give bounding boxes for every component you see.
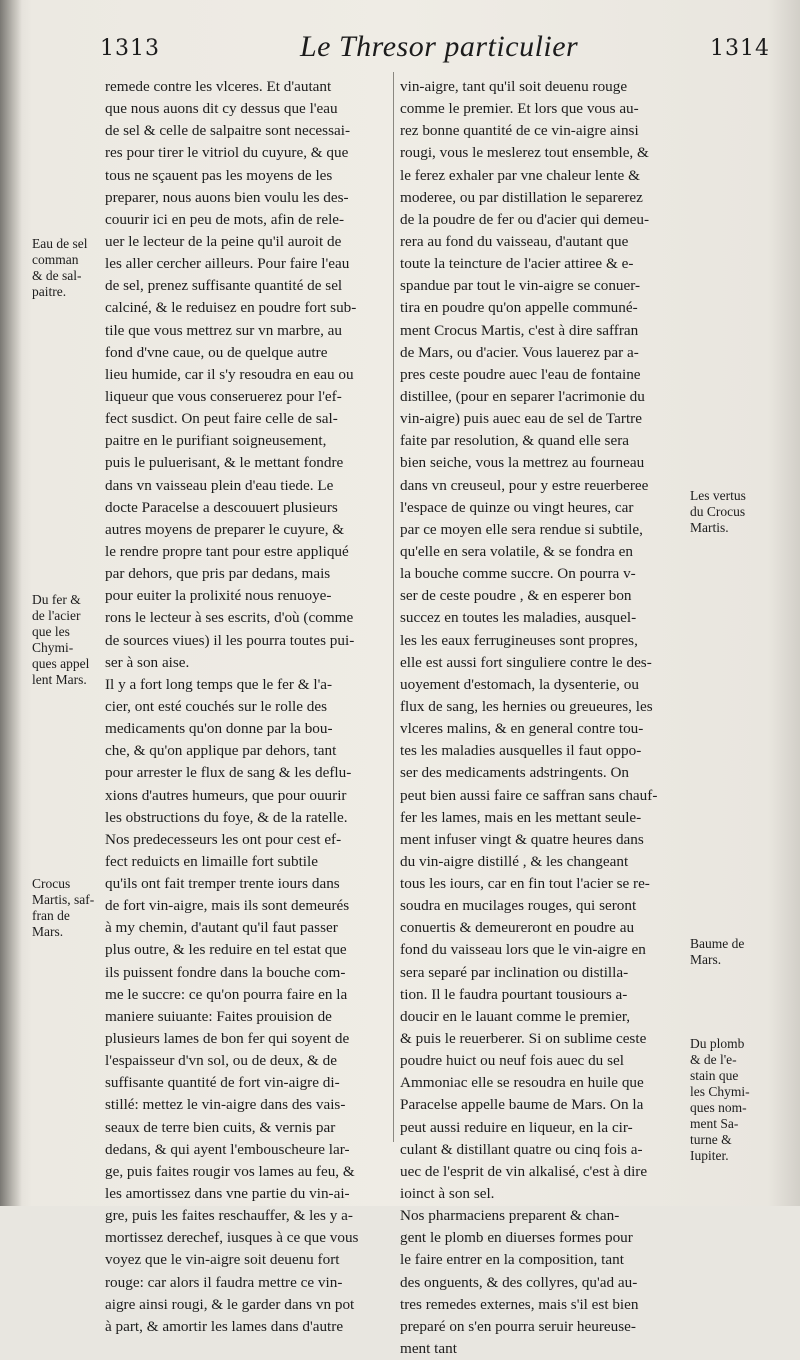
left-column-line: ge, puis faites rougir vos lames au feu, & [105, 1162, 355, 1180]
margin-note-line: Martis. [690, 520, 729, 535]
left-column-line: voyez que le vin-aigre soit deuenu fort [105, 1251, 340, 1269]
left-column-line: mortissez derechef, iusques à ce que vous [105, 1229, 359, 1247]
right-column-line: ser des medicaments adstringents. On [400, 764, 630, 782]
margin-note-line: & de sal- [32, 268, 82, 283]
left-column-line: le rendre propre tant pour estre appliqué [105, 542, 349, 560]
margin-note-line: ment Sa- [690, 1116, 739, 1131]
right-column-line: moderee, ou par distillation le separerez [400, 188, 643, 206]
right-column-line: de la poudre de fer ou d'acier qui demeu- [400, 210, 649, 228]
right-column-line: ser de ceste poudre , & en esperer bon [400, 587, 632, 605]
right-column-line: pres ceste poudre auec l'eau de fontaine [400, 365, 641, 383]
right-column-line: comme le premier. Et lors que vous au- [400, 100, 639, 118]
left-column-line: de fort vin-aigre, mais ils sont demeurés [105, 897, 350, 915]
page-number-left: 1313 [100, 36, 160, 61]
right-column-line: les les eaux ferrugineuses sont propres, [400, 631, 638, 649]
left-column-line: qu'ils ont fait tremper trente iours dans [105, 875, 340, 893]
right-column-line: tous les iours, car en fin tout l'acier se re- [400, 875, 650, 893]
left-column-line: dedans, & qui ayent l'embouscheure lar- [105, 1140, 350, 1158]
margin-note-baume-de-mars [690, 936, 744, 968]
right-column-line: le faire entrer en la composition, tant [400, 1251, 624, 1269]
page-header [0, 30, 800, 74]
left-column-line: rons le lecteur à ses escrits, d'où (comme [105, 609, 354, 627]
right-column-line: bien seiche, vous la mettrez au fourneau [400, 454, 645, 472]
left-column-line: ser à son aise. [105, 653, 190, 671]
left-column-line: lieu humide, car il s'y resoudra en eau ou [105, 365, 354, 383]
left-column-line: plus outre, & les reduire en tel estat que [105, 941, 347, 959]
running-head: Le Thresor particulier [300, 30, 579, 63]
left-column-line: de sel & celle de salpaitre sont necessai- [105, 122, 351, 140]
margin-note-line: Du plomb [690, 1036, 745, 1051]
page-number-right: 1314 [710, 36, 770, 61]
left-column-line: fect susdict. On peut faire celle de sal- [105, 410, 338, 428]
right-column-line: qu'elle en sera volatile, & se fondra en [400, 542, 633, 560]
right-column-line: rougi, vous le meslerez tout ensemble, & [400, 144, 649, 162]
left-column-line: suffisante quantité de fort vin-aigre di- [105, 1074, 340, 1092]
left-column-line: me le succre: ce qu'on pourra faire en la [105, 985, 348, 1003]
left-column-line: fect reduicts en limaille fort subtile [105, 852, 318, 870]
right-column-line: & puis le reuerberer. Si on sublime ceste [400, 1030, 647, 1048]
left-column-line: les aller cercher ailleurs. Pour faire l'eau [105, 255, 350, 273]
margin-note-line: les Chymi- [690, 1084, 750, 1099]
right-column-line: uoyement d'estomach, la dysenterie, ou [400, 675, 639, 693]
left-column-line: puis le puluerisant, & le mettant fondre [105, 454, 344, 472]
left-column-line: couurir ici en peu de mots, afin de rele- [105, 210, 345, 228]
left-column-line: che, & qu'on applique par dehors, tant [105, 742, 337, 760]
left-column-line: de sources viues) il les pourra toutes pui- [105, 631, 355, 649]
margin-note-line: fran de [32, 908, 70, 923]
margin-note-eau-de-sel [32, 236, 87, 300]
left-column-line: Il y a fort long temps que le fer & l'a- [105, 675, 333, 693]
right-column-line: fond du vaisseau lors que le vin-aigre en [400, 941, 646, 959]
margin-note-line: Mars. [32, 924, 64, 939]
margin-note-plomb [690, 1036, 750, 1164]
column-divider [393, 72, 394, 1142]
left-column-line: medicaments qu'on donne par la bou- [105, 720, 333, 738]
left-column-line: par dehors, que pris par dedans, mais [105, 565, 331, 583]
right-column-line: par ce moyen elle sera rendue si subtile, [400, 520, 643, 538]
margin-note-line: & de l'e- [690, 1052, 737, 1067]
right-column-line: toute la teincture de l'acier attiree & e- [400, 255, 634, 273]
margin-note-line: paitre. [32, 284, 67, 299]
left-column-line: seaux de terre bien cuits, & vernis par [105, 1118, 336, 1136]
right-column-line: rez bonne quantité de ce vin-aigre ainsi [400, 122, 639, 140]
margin-note-vertus-crocus [690, 488, 746, 536]
left-column-line: Nos predecesseurs les ont pour cest ef- [105, 830, 342, 848]
right-column-line: sera separé par inclination ou distilla- [400, 963, 629, 981]
right-column-line: tion. Il le faudra pourtant tousiours a- [400, 985, 628, 1003]
right-column-line: peut aussi reduire en liqueur, en la cir- [400, 1118, 633, 1136]
left-column-line: dans vn vaisseau plein d'eau tiede. Le [105, 476, 334, 494]
right-column-line: Ammoniac elle se resoudra en huile que [400, 1074, 644, 1092]
right-column-line: preparé on s'en pourra seruir heureuse- [400, 1317, 636, 1335]
right-column-line: flux de sang, les hernies ou greueures, les [400, 697, 653, 715]
margin-note-line: que les [32, 624, 70, 639]
right-column-line: succez en toutes les maladies, ausquel- [400, 609, 637, 627]
right-column-line: elle est aussi fort singuliere contre le des- [400, 653, 652, 671]
margin-note-line: turne & [690, 1132, 732, 1147]
left-column-line: paitre en le purifiant soigneusement, [105, 432, 327, 450]
left-column-line: uer le lecteur de la peine qu'il auroit de [105, 232, 342, 250]
margin-note-line: comman [32, 252, 79, 267]
left-column-line: tous ne sçauent pas les moyens de les [105, 166, 333, 184]
right-column-line: le ferez exhaler par vne chaleur lente & [400, 166, 640, 184]
right-column-line: doucir en le lauant comme le premier, [400, 1007, 631, 1025]
left-column-line: que nous auons dit cy dessus que l'eau [105, 100, 338, 118]
left-column-line: à part, & amortir les lames dans d'autre [105, 1317, 344, 1335]
right-column-line: Nos pharmaciens preparent & chan- [400, 1207, 620, 1225]
left-column-line: remede contre les vlceres. Et d'autant [105, 78, 332, 95]
right-column-line: peut bien aussi faire ce saffran sans chauf- [400, 786, 658, 804]
right-column-line: culant & distillant quatre ou cinq fois a- [400, 1140, 643, 1158]
right-column-line: tira en poudre qu'on appelle communé- [400, 299, 638, 317]
left-column-line: à my chemin, d'autant qu'il faut passer [105, 919, 338, 937]
margin-note-line: de l'acier [32, 608, 81, 623]
right-column-line: ment tant [400, 1340, 457, 1358]
margin-note-line: du Crocus [690, 504, 746, 519]
margin-note-line: Les vertus [690, 488, 746, 503]
left-column-line: xions d'autres humeurs, que pour ouurir [105, 786, 347, 804]
right-column-line: l'espace de quinze ou vingt heures, car [400, 498, 634, 516]
margin-note-line: Iupiter. [690, 1148, 729, 1163]
left-column-line: de sel, prenez suffisante quantité de sel [105, 277, 343, 295]
left-column-line: liqueur que vous conseruerez pour l'ef- [105, 387, 342, 405]
right-column-line: fer les lames, mais en les mettant seule- [400, 808, 642, 826]
right-column-line: uec de l'esprit de vin alkalisé, c'est à dire [400, 1162, 648, 1180]
text-column-right [400, 76, 685, 1360]
left-column-line: autres moyens de preparer le cuyure, & [105, 520, 345, 538]
page-gutter-shadow [0, 0, 22, 1206]
left-column-line: pour euiter la prolixité nous renuoye- [105, 587, 332, 605]
margin-note-line: stain que [690, 1068, 739, 1083]
right-column-line: ioinct à son sel. [400, 1185, 495, 1203]
right-column-line: distillee, (pour en separer l'acrimonie du [400, 387, 645, 405]
right-column-line: gent le plomb en diuerses formes pour [400, 1229, 633, 1247]
text-column-left [105, 76, 388, 1338]
right-column-line: tres remedes externes, mais s'il est bien [400, 1295, 639, 1313]
left-column-line: cier, ont esté couchés sur le rolle des [105, 697, 328, 715]
right-column-line: vin-aigre, tant qu'il soit deuenu rouge [400, 78, 628, 95]
left-column-line: docte Paracelse a descouuert plusieurs [105, 498, 338, 516]
right-column-line: vin-aigre) puis auec eau de sel de Tartre [400, 410, 642, 428]
right-column-line: ment Crocus Martis, c'est à dire saffran [400, 321, 639, 339]
left-column-line: aigre ainsi rougi, & le garder dans vn pot [105, 1295, 355, 1313]
left-column-line: fond d'vne caue, ou de quelque autre [105, 343, 328, 361]
margin-note-du-fer [32, 592, 89, 688]
left-column-line: les amortissez dans vne partie du vin-ai- [105, 1185, 350, 1203]
right-column-line: spandue par tout le vin-aigre se conuer- [400, 277, 641, 295]
right-column-line: du vin-aigre distillé , & les changeant [400, 852, 629, 870]
margin-note-line: Crocus [32, 876, 71, 891]
right-column-line: des onguents, & des collyres, qu'ad au- [400, 1273, 638, 1291]
right-column-line: poudre huict ou neuf fois auec du sel [400, 1052, 624, 1070]
right-column-line: dans vn creuseul, pour y estre reuerberee [400, 476, 649, 494]
left-column-line: l'espaisseur d'vn sol, ou de deux, & de [105, 1052, 337, 1070]
left-column-line: ils puissent fondre dans la bouche com- [105, 963, 346, 981]
left-column-line: maniere suiuante: Faites prouision de [105, 1007, 332, 1025]
right-column-line: soudra en mucilages rouges, qui seront [400, 897, 637, 915]
margin-note-line: ques nom- [690, 1100, 747, 1115]
margin-note-crocus-martis [32, 876, 94, 940]
right-column-line: de Mars, ou d'acier. Vous lauerez par a- [400, 343, 639, 361]
left-column-line: les obstructions du foye, & de la ratelle. [105, 808, 348, 826]
margin-note-line: ques appel [32, 656, 90, 671]
right-column-line: tes les maladies ausquelles il faut oppo- [400, 742, 642, 760]
left-column-line: calciné, & le reduisez en poudre fort sub- [105, 299, 357, 317]
margin-note-line: Chymi- [32, 640, 74, 655]
margin-note-line: Eau de sel [32, 236, 88, 251]
right-column-line: faite par resolution, & quand elle sera [400, 432, 629, 450]
margin-note-line: Martis, saf- [32, 892, 95, 907]
left-column-line: res pour tirer le vitriol du cuyure, & que [105, 144, 349, 162]
left-column-line: preparer, nous auons bien voulu les des- [105, 188, 349, 206]
left-column-line: pour arrester le flux de sang & les deflu- [105, 764, 352, 782]
right-column-line: vlceres malins, & en general contre tou- [400, 720, 644, 738]
right-column-line: la bouche comme succre. On pourra v- [400, 565, 636, 583]
margin-note-line: lent Mars. [32, 672, 87, 687]
left-column-line: plusieurs lames de bon fer qui soyent de [105, 1030, 350, 1048]
margin-note-line: Baume de [690, 936, 745, 951]
left-column-line: stillé: mettez le vin-aigre dans des vais- [105, 1096, 346, 1114]
margin-note-line: Mars. [690, 952, 722, 967]
right-column-line: rera au fond du vaisseau, d'autant que [400, 232, 629, 250]
margin-note-line: Du fer & [32, 592, 81, 607]
left-column-line: tile que vous mettrez sur vn marbre, au [105, 321, 343, 339]
right-column-line: conuertis & demeureront en poudre au [400, 919, 635, 937]
left-column-line: rouge: car alors il faudra mettre ce vin- [105, 1273, 343, 1291]
right-column-line: ment infuser vingt & quatre heures dans [400, 830, 644, 848]
right-column-line: Paracelse appelle baume de Mars. On la [400, 1096, 644, 1114]
left-column-line: gre, puis les faites reschauffer, & les y a- [105, 1207, 353, 1225]
